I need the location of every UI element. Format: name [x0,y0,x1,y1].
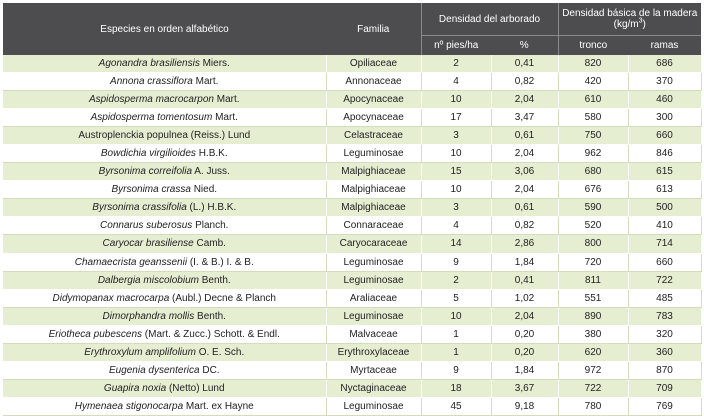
scientific-name: Eriotheca pubescens [48,328,143,340]
branches-density-cell: 660 [628,127,701,145]
branches-density-cell: 300 [628,109,701,127]
family-cell: Leguminosae [326,253,421,271]
family-cell: Malpighiaceae [326,163,421,181]
species-cell [3,307,326,325]
branches-density-cell: 613 [628,181,701,199]
author-name: A. Juss. [192,166,230,178]
scientific-name: Guapira noxia [103,382,167,394]
species-cell [3,379,326,397]
author-name: Mart. [192,76,219,88]
author-name: Austroplenckia populnea (Reiss.) Lund [78,130,251,142]
trunk-density-cell: 420 [558,73,628,91]
species-cell [3,235,326,253]
branches-density-cell: 709 [628,379,701,397]
header-row-top [3,3,701,36]
trees-per-ha-cell: 5 [421,289,491,307]
author-name: (Aubl.) Decne & Planch [169,292,276,304]
scientific-name: Aspidosperma macrocarpon [88,94,214,106]
header-trees-per-ha: nº pies/ha [421,36,491,56]
author-name: O. E. Sch. [195,346,245,358]
author-name: (I. & B.) I. & B. [187,256,254,268]
species-cell [3,181,326,199]
table-row [3,109,701,127]
table-row [3,217,701,235]
table-row [3,289,701,307]
trunk-density-cell: 972 [558,361,628,379]
family-cell: Apocynaceae [326,109,421,127]
species-cell [3,91,326,109]
trunk-density-cell: 680 [558,163,628,181]
trees-per-ha-cell: 10 [421,307,491,325]
table-row [3,307,701,325]
trees-per-ha-cell: 1 [421,325,491,343]
family-cell: Leguminosae [326,145,421,163]
family-cell: Connaraceae [326,217,421,235]
header-density-wood [558,3,701,36]
branches-density-cell: 660 [628,253,701,271]
table-row [3,379,701,397]
trunk-density-cell: 720 [558,253,628,271]
family-cell: Leguminosae [326,271,421,289]
branches-density-cell: 783 [628,307,701,325]
percent-cell: 1,02 [491,289,558,307]
trunk-density-cell: 820 [558,55,628,73]
author-name: Benth. [198,274,231,286]
author-name: Mart. ex Hayne [183,400,254,412]
trunk-density-cell: 780 [558,397,628,415]
trees-per-ha-cell: 2 [421,55,491,73]
header-density-wood-unit: $(kg/m^3)$ [613,17,646,30]
author-name: (L.) H.B.K. [186,202,237,214]
scientific-name: Annona crassiflora [110,76,193,88]
table-row [3,325,701,343]
scientific-name: Aspidosperma tomentosum [90,112,213,124]
table-row [3,181,701,199]
author-name: Mart. [214,94,240,106]
branches-density-cell: 846 [628,145,701,163]
trees-per-ha-cell: 17 [421,109,491,127]
author-name: DC. [199,364,220,376]
header-trunk: tronco [558,36,628,56]
header-species: Especies en orden alfabético [3,3,326,55]
trunk-density-cell: 580 [558,109,628,127]
table-row [3,361,701,379]
species-cell [3,163,326,181]
trees-per-ha-cell: 45 [421,397,491,415]
trees-per-ha-cell: 3 [421,127,491,145]
trees-per-ha-cell: 15 [421,163,491,181]
table-row [3,235,701,253]
scientific-name: Dimorphandra mollis [102,310,195,322]
species-cell [3,361,326,379]
table-row [3,343,701,361]
species-cell [3,325,326,343]
family-cell: Malvaceae [326,325,421,343]
species-cell [3,109,326,127]
percent-cell: 9,18 [491,397,558,415]
species-cell [3,199,326,217]
percent-cell: 0,20 [491,325,558,343]
family-cell: Malpighiaceae [326,181,421,199]
family-cell: Apocynaceae [326,91,421,109]
branches-density-cell: 686 [628,55,701,73]
family-cell: Celastraceae [326,127,421,145]
percent-cell: 0,61 [491,127,558,145]
table-row [3,55,701,73]
branches-density-cell: 500 [628,199,701,217]
table-row [3,73,701,91]
trees-per-ha-cell: 10 [421,145,491,163]
scientific-name: Byrsonima correifolia [98,166,193,178]
percent-cell: 0,41 [491,271,558,289]
family-cell: Myrtaceae [326,361,421,379]
table-row [3,271,701,289]
trees-per-ha-cell: 3 [421,199,491,217]
trees-per-ha-cell: 14 [421,235,491,253]
scientific-name: Bowdichia virgilioides [100,148,196,160]
species-cell [3,127,326,145]
family-cell: Malpighiaceae [326,199,421,217]
trunk-density-cell: 722 [558,379,628,397]
branches-density-cell: 615 [628,163,701,181]
author-name: Miers. [199,58,230,70]
scientific-name: Didymopanax macrocarpa [52,292,170,304]
scientific-name: Byrsonima crassa [111,184,191,196]
author-name: Benth. [194,310,226,322]
author-name: Mart. [212,112,238,124]
trunk-density-cell: 750 [558,127,628,145]
trees-per-ha-cell: 9 [421,253,491,271]
trunk-density-cell: 380 [558,325,628,343]
author-name: H.B.K. [195,148,228,160]
table-row [3,397,701,415]
species-cell [3,55,326,73]
percent-cell: 3,06 [491,163,558,181]
header-density-trees: Densidad del arborado [421,3,558,36]
trunk-density-cell: 520 [558,217,628,235]
trunk-density-cell: 800 [558,235,628,253]
table-row [3,91,701,109]
branches-density-cell: 410 [628,217,701,235]
branches-density-cell: 769 [628,397,701,415]
family-cell: Nyctaginaceae [326,379,421,397]
percent-cell: 3,47 [491,109,558,127]
header-percent: % [491,36,558,56]
trees-per-ha-cell: 1 [421,343,491,361]
percent-cell: 3,67 [491,379,558,397]
trees-per-ha-cell: 4 [421,217,491,235]
scientific-name: Dalbergia miscolobium [97,274,199,286]
scientific-name: Connarus suberosus [100,220,193,232]
percent-cell: 2,04 [491,307,558,325]
species-cell [3,253,326,271]
family-cell: Annonaceae [326,73,421,91]
author-name: (Mart. & Zucc.) Schott. & Endl. [142,328,280,340]
scientific-name: Chamaecrista geanssenii [74,256,188,268]
author-name: (Netto) Lund [166,382,225,394]
scientific-name: Caryocar brasiliense [102,238,194,250]
author-name: Camb. [193,238,226,250]
percent-cell: 2,86 [491,235,558,253]
branches-density-cell: 485 [628,289,701,307]
family-cell: Araliaceae [326,289,421,307]
percent-cell: 0,41 [491,55,558,73]
family-cell: Leguminosae [326,397,421,415]
family-cell: Leguminosae [326,307,421,325]
percent-cell: 2,04 [491,145,558,163]
branches-density-cell: 460 [628,91,701,109]
trees-per-ha-cell: 2 [421,271,491,289]
trunk-density-cell: 620 [558,343,628,361]
scientific-name: Agonandra brasiliensis [98,58,200,70]
trees-per-ha-cell: 10 [421,91,491,109]
author-name: Planch. [192,220,229,232]
percent-cell: 0,82 [491,217,558,235]
percent-cell: 0,20 [491,343,558,361]
trunk-density-cell: 676 [558,181,628,199]
percent-cell: 2,04 [491,91,558,109]
percent-cell: 0,82 [491,73,558,91]
scientific-name: Byrsonima crassifolia [92,202,187,214]
percent-cell: 2,04 [491,181,558,199]
branches-density-cell: 714 [628,235,701,253]
species-cell [3,289,326,307]
scientific-name: Eugenia dysenterica [108,364,200,376]
family-cell: Erythroxylaceae [326,343,421,361]
trunk-density-cell: 890 [558,307,628,325]
table-row [3,199,701,217]
family-cell: Caryocaraceae [326,235,421,253]
scientific-name: Hymenaea stigonocarpa [74,400,184,412]
trunk-density-cell: 610 [558,91,628,109]
species-cell [3,145,326,163]
table-row [3,163,701,181]
species-density-table [3,3,702,416]
family-cell: Opiliaceae [326,55,421,73]
header-density-wood-title: Densidad básica de la madera [562,8,698,19]
trees-per-ha-cell: 18 [421,379,491,397]
branches-density-cell: 320 [628,325,701,343]
species-cell [3,343,326,361]
species-cell [3,397,326,415]
scientific-name: Erythroxylum amplifolium [84,346,196,358]
trees-per-ha-cell: 4 [421,73,491,91]
branches-density-cell: 360 [628,343,701,361]
table-row [3,253,701,271]
table-row [3,127,701,145]
percent-cell: 1,84 [491,361,558,379]
trunk-density-cell: 551 [558,289,628,307]
branches-density-cell: 870 [628,361,701,379]
trees-per-ha-cell: 10 [421,181,491,199]
trunk-density-cell: 811 [558,271,628,289]
header-family: Familia [326,3,421,55]
header-branches: ramas [628,36,701,56]
branches-density-cell: 370 [628,73,701,91]
species-table-container [3,3,701,416]
branches-density-cell: 722 [628,271,701,289]
author-name: Nied. [190,184,218,196]
species-cell [3,73,326,91]
trunk-density-cell: 962 [558,145,628,163]
trunk-density-cell: 590 [558,199,628,217]
percent-cell: 1,84 [491,253,558,271]
table-row [3,145,701,163]
percent-cell: 0,61 [491,199,558,217]
table-body [3,55,701,415]
species-cell [3,217,326,235]
trees-per-ha-cell: 9 [421,361,491,379]
species-cell [3,271,326,289]
